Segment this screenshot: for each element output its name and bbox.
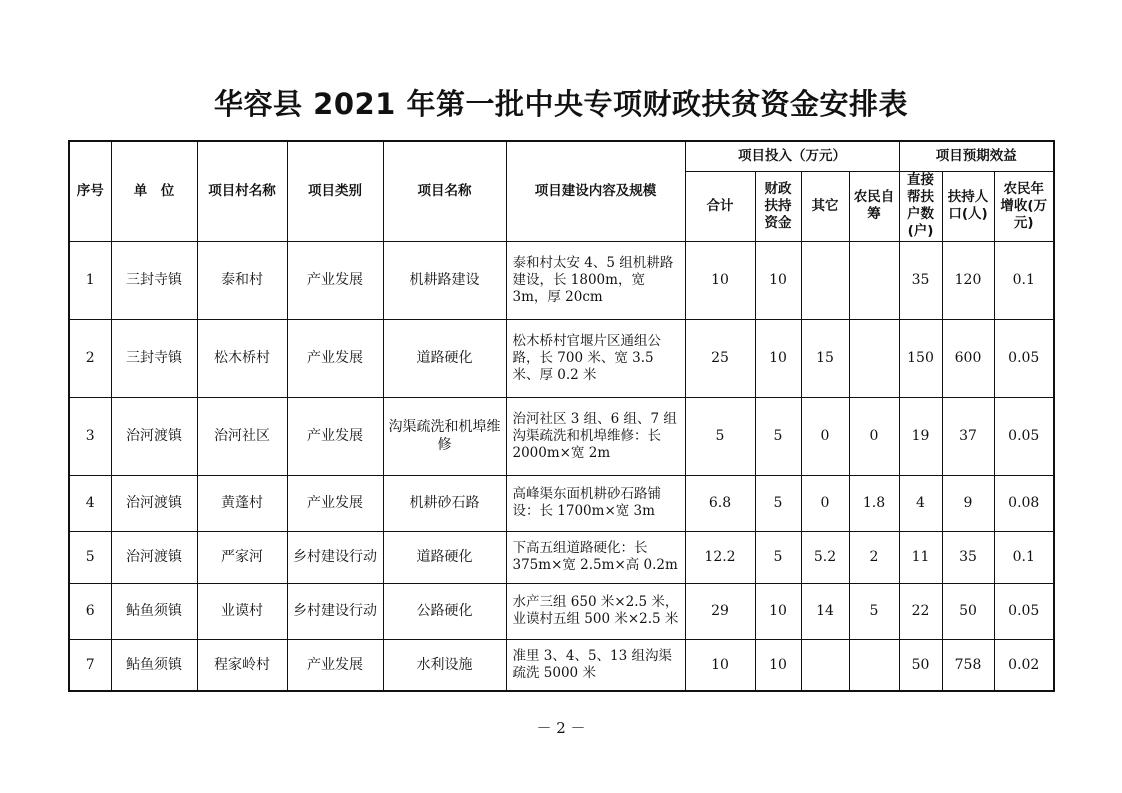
cell-village: 泰和村 (197, 241, 287, 319)
cell-project: 机耕路建设 (383, 241, 506, 319)
table-row (69, 319, 1054, 397)
cell-other: 15 (801, 319, 849, 397)
table-row (69, 531, 1054, 583)
table-body (69, 241, 1054, 691)
cell-other: 5.2 (801, 531, 849, 583)
cell-unit: 治河渡镇 (111, 397, 197, 475)
cell-category: 产业发展 (287, 241, 383, 319)
cell-farmer: 2 (849, 531, 899, 583)
cell-village: 治河社区 (197, 397, 287, 475)
cell-village: 严家河 (197, 531, 287, 583)
cell-seq: 5 (69, 531, 111, 583)
cell-unit: 鲇鱼须镇 (111, 583, 197, 639)
cell-households: 22 (899, 583, 942, 639)
cell-households: 50 (899, 639, 942, 691)
cell-content: 治河社区 3 组、6 组、7 组沟渠疏洗和机埠维修：长 2000m×宽 2m (506, 397, 685, 475)
cell-content: 泰和村太安 4、5 组机耕路建设，长 1800m，宽 3m，厚 20cm (506, 241, 685, 319)
cell-other: 0 (801, 475, 849, 531)
cell-households: 150 (899, 319, 942, 397)
cell-income: 0.1 (994, 241, 1054, 319)
cell-total: 29 (685, 583, 755, 639)
cell-village: 程家岭村 (197, 639, 287, 691)
cell-village: 黄蓬村 (197, 475, 287, 531)
funding-table (68, 140, 1055, 692)
cell-category: 产业发展 (287, 397, 383, 475)
cell-seq: 6 (69, 583, 111, 639)
cell-fiscal: 5 (755, 531, 801, 583)
cell-fiscal: 10 (755, 583, 801, 639)
header-category: 项目类别 (287, 141, 383, 241)
table-row (69, 241, 1054, 319)
table-row (69, 397, 1054, 475)
cell-fiscal: 5 (755, 397, 801, 475)
cell-unit: 鲇鱼须镇 (111, 639, 197, 691)
cell-income: 0.05 (994, 397, 1054, 475)
cell-farmer: 1.8 (849, 475, 899, 531)
cell-seq: 1 (69, 241, 111, 319)
header-farmer: 农民自筹 (849, 171, 899, 241)
cell-total: 6.8 (685, 475, 755, 531)
cell-seq: 4 (69, 475, 111, 531)
cell-content: 水产三组 650 米×2.5 米，业谟村五组 500 米×2.5 米 (506, 583, 685, 639)
cell-project: 机耕砂石路 (383, 475, 506, 531)
cell-people: 120 (942, 241, 994, 319)
cell-other (801, 639, 849, 691)
cell-people: 9 (942, 475, 994, 531)
cell-households: 4 (899, 475, 942, 531)
cell-people: 758 (942, 639, 994, 691)
cell-total: 12.2 (685, 531, 755, 583)
cell-category: 产业发展 (287, 639, 383, 691)
cell-farmer: 0 (849, 397, 899, 475)
header-other: 其它 (801, 171, 849, 241)
cell-project: 公路硬化 (383, 583, 506, 639)
cell-project: 道路硬化 (383, 531, 506, 583)
cell-total: 5 (685, 397, 755, 475)
cell-unit: 三封寺镇 (111, 241, 197, 319)
cell-unit: 治河渡镇 (111, 475, 197, 531)
cell-category: 产业发展 (287, 475, 383, 531)
header-unit: 单 位 (111, 141, 197, 241)
cell-seq: 3 (69, 397, 111, 475)
cell-households: 35 (899, 241, 942, 319)
page-number: － 2 － (536, 719, 586, 737)
cell-fiscal: 10 (755, 319, 801, 397)
cell-people: 600 (942, 319, 994, 397)
header-seq: 序号 (69, 141, 111, 241)
table-row (69, 583, 1054, 639)
cell-total: 10 (685, 639, 755, 691)
header-row-top (69, 141, 1054, 171)
cell-seq: 2 (69, 319, 111, 397)
cell-income: 0.1 (994, 531, 1054, 583)
cell-people: 37 (942, 397, 994, 475)
cell-farmer: 5 (849, 583, 899, 639)
cell-category: 乡村建设行动 (287, 531, 383, 583)
header-investment-group: 项目投入（万元） (685, 141, 899, 171)
cell-income: 0.08 (994, 475, 1054, 531)
cell-income: 0.05 (994, 583, 1054, 639)
header-project: 项目名称 (383, 141, 506, 241)
cell-village: 松木桥村 (197, 319, 287, 397)
cell-farmer (849, 639, 899, 691)
cell-total: 25 (685, 319, 755, 397)
header-benefit-group: 项目预期效益 (899, 141, 1054, 171)
cell-category: 乡村建设行动 (287, 583, 383, 639)
page-title: 华容县 2021 年第一批中央专项财政扶贫资金安排表 (214, 87, 908, 121)
table-row (69, 639, 1054, 691)
cell-income: 0.05 (994, 319, 1054, 397)
cell-village: 业谟村 (197, 583, 287, 639)
cell-households: 19 (899, 397, 942, 475)
cell-category: 产业发展 (287, 319, 383, 397)
header-total: 合计 (685, 171, 755, 241)
cell-unit: 三封寺镇 (111, 319, 197, 397)
cell-project: 道路硬化 (383, 319, 506, 397)
cell-content: 松木桥村官堰片区通组公路，长 700 米、宽 3.5 米、厚 0.2 米 (506, 319, 685, 397)
cell-content: 下高五组道路硬化：长 375m×宽 2.5m×高 0.2m (506, 531, 685, 583)
cell-farmer (849, 319, 899, 397)
cell-total: 10 (685, 241, 755, 319)
cell-project: 沟渠疏洗和机埠维修 (383, 397, 506, 475)
cell-content: 准里 3、4、5、13 组沟渠疏洗 5000 米 (506, 639, 685, 691)
cell-people: 35 (942, 531, 994, 583)
cell-project: 水利设施 (383, 639, 506, 691)
header-fiscal: 财政扶持资金 (755, 171, 801, 241)
header-income: 农民年增收(万元) (994, 171, 1054, 241)
cell-unit: 治河渡镇 (111, 531, 197, 583)
cell-farmer (849, 241, 899, 319)
table-row (69, 475, 1054, 531)
cell-other: 0 (801, 397, 849, 475)
cell-other (801, 241, 849, 319)
cell-seq: 7 (69, 639, 111, 691)
header-people: 扶持人口(人) (942, 171, 994, 241)
cell-households: 11 (899, 531, 942, 583)
cell-fiscal: 5 (755, 475, 801, 531)
header-village: 项目村名称 (197, 141, 287, 241)
cell-content: 高峰渠东面机耕砂石路铺设：长 1700m×宽 3m (506, 475, 685, 531)
cell-fiscal: 10 (755, 639, 801, 691)
header-content: 项目建设内容及规模 (506, 141, 685, 241)
header-households: 直接帮扶户数(户) (899, 171, 942, 241)
cell-people: 50 (942, 583, 994, 639)
cell-other: 14 (801, 583, 849, 639)
cell-income: 0.02 (994, 639, 1054, 691)
cell-fiscal: 10 (755, 241, 801, 319)
